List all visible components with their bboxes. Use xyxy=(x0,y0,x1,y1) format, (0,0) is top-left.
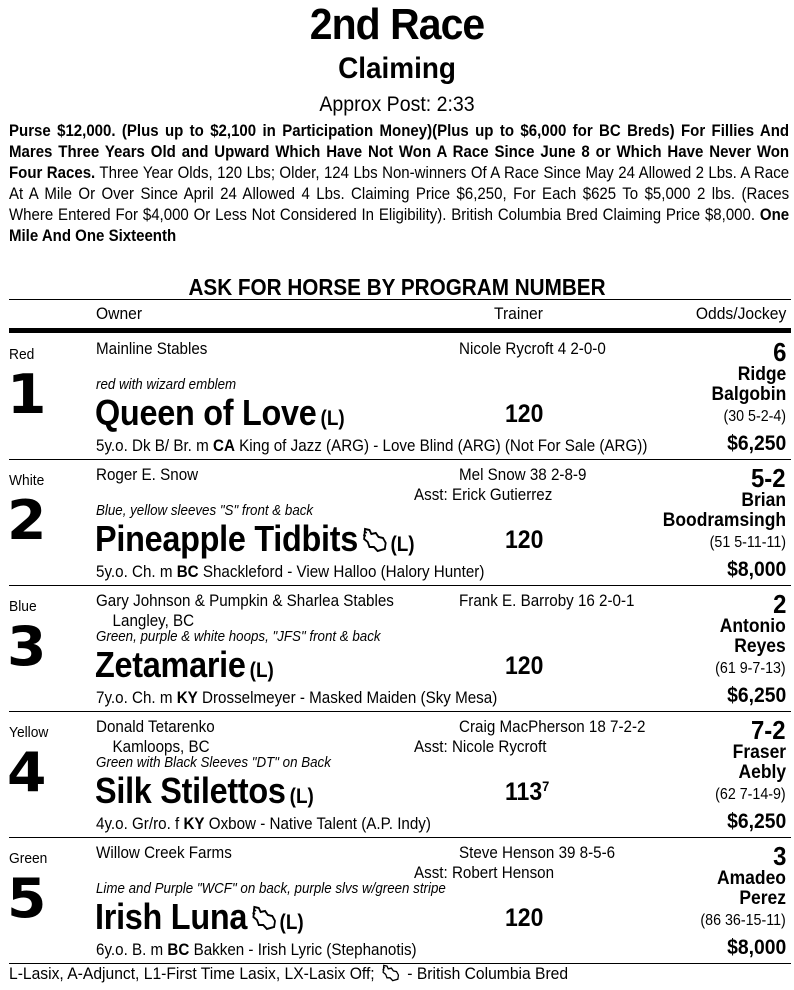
pedigree xyxy=(96,941,417,960)
weight-value: 120 xyxy=(505,526,544,554)
morning-line-odds: 7-2 xyxy=(751,715,786,745)
claiming-price: $8,000 xyxy=(726,936,786,959)
medication: (L) xyxy=(249,659,274,682)
legend-text-bc: - British Columbia Bred xyxy=(402,964,569,983)
pedigree-age-sex: 7y.o. Ch. m xyxy=(96,689,177,707)
assistant-trainer: Asst: Nicole Rycroft xyxy=(414,738,547,756)
claiming-price: $6,250 xyxy=(726,684,786,707)
medication: (L) xyxy=(279,911,304,934)
jockey-first-name: Fraser xyxy=(732,742,786,763)
horse-name: Zetamarie xyxy=(95,644,246,685)
horse-name: Queen of Love xyxy=(95,392,317,433)
trainer: Nicole Rycroft 4 2-0-0 xyxy=(459,340,606,358)
weight xyxy=(505,400,543,429)
jockey-last-name: Balgobin xyxy=(711,384,786,405)
saddle-color: Yellow xyxy=(9,724,49,741)
saddle-color: Blue xyxy=(9,598,37,615)
bc-bred-icon xyxy=(251,905,278,931)
race-number-title: 2nd Race xyxy=(309,0,485,49)
jockey-last-name: Boodramsingh xyxy=(662,510,786,531)
column-header-owner: Owner xyxy=(96,304,143,323)
jockey-last-name: Perez xyxy=(739,888,786,909)
pedigree-state: KY xyxy=(183,815,205,833)
owner-name: Roger E. Snow xyxy=(96,466,199,484)
conditions-text: Three Year Olds, 120 Lbs; Older, 124 Lbs Non-winners Of A Race Since May 24 Allowed 2 Lbs. A Race At A Mile Or Over Since April 24 Allowed 4 Lbs. Claiming Price $6,250, For Each $625 To $5,000 2 lbs. (Races Where Entered For $4,000 Or Less Not Considered In Eligibility). British Columbia Bred Claiming Price $8,000. xyxy=(9,163,790,224)
jockey-stats: (51 5-11-11) xyxy=(709,534,786,551)
conditions-bold: Purse $12,000. (Plus up to $2,100 in Participation Money)(Plus up to $6,000 for BC Breds) For Fillies And Mares Three Years Old and Upward Which Have Not Won A Race Since June 8 or Which Have Never Won Four Races. xyxy=(9,121,790,182)
morning-line-odds: 6 xyxy=(772,337,786,367)
horse-name-line xyxy=(95,897,304,937)
owner xyxy=(96,717,215,757)
silks-description: Green with Black Sleeves "DT" on Back xyxy=(96,755,331,771)
owner xyxy=(96,591,394,631)
race-type: Claiming xyxy=(338,52,456,85)
assistant-trainer: Asst: Erick Gutierrez xyxy=(414,486,553,504)
claiming-price: $8,000 xyxy=(726,558,786,581)
silks-description: red with wizard emblem xyxy=(96,377,237,393)
silks-description: Lime and Purple "WCF" on back, purple slvs w/green stripe xyxy=(96,881,446,897)
owner-name: Donald Tetarenko xyxy=(96,718,215,736)
horse-name-line xyxy=(95,771,314,811)
owner xyxy=(96,843,232,863)
jockey xyxy=(717,869,786,909)
pedigree-age-sex: 5y.o. Dk B/ Br. m xyxy=(96,437,213,455)
entry-row xyxy=(0,711,794,837)
pedigree-age-sex: 4y.o. Gr/ro. f xyxy=(96,815,184,833)
entry-row xyxy=(0,585,794,711)
saddle-color: Green xyxy=(9,850,48,867)
horse-name-line xyxy=(95,645,274,685)
jockey-stats: (61 9-7-13) xyxy=(715,660,786,677)
jockey-last-name: Reyes xyxy=(734,636,786,657)
pedigree-age-sex: 6y.o. B. m xyxy=(96,941,168,959)
weight-value: 120 xyxy=(505,652,544,680)
weight xyxy=(505,652,543,681)
program-number: 2 xyxy=(7,489,47,552)
owner-name: Gary Johnson & Pumpkin & Sharlea Stables xyxy=(96,592,394,610)
assistant-trainer: Asst: Robert Henson xyxy=(414,864,555,882)
pedigree xyxy=(96,563,484,582)
pedigree xyxy=(96,689,497,708)
horse-name: Pineapple Tidbits xyxy=(95,518,359,559)
pedigree-age-sex: 5y.o. Ch. m xyxy=(96,563,177,581)
trainer: Steve Henson 39 8-5-6 xyxy=(459,844,616,862)
divider xyxy=(9,299,791,300)
program-number: 5 xyxy=(7,867,47,930)
saddle-color: White xyxy=(9,472,45,489)
medication: (L) xyxy=(320,407,345,430)
silks-description: Blue, yellow sleeves "S" front & back xyxy=(96,503,314,519)
claiming-price: $6,250 xyxy=(726,810,786,833)
horse-name: Silk Stilettos xyxy=(95,770,286,811)
pedigree-breeding: Drosselmeyer - Masked Maiden (Sky Mesa) xyxy=(197,689,498,707)
jockey-stats: (62 7-14-9) xyxy=(715,786,786,803)
owner-name: Mainline Stables xyxy=(96,340,208,358)
pedigree-breeding: Shackleford - View Halloo (Halory Hunter) xyxy=(198,563,485,581)
pedigree-state: BC xyxy=(167,941,190,959)
morning-line-odds: 3 xyxy=(772,841,786,871)
jockey-first-name: Amadeo xyxy=(717,868,786,889)
morning-line-odds: 2 xyxy=(772,589,786,619)
bc-bred-icon xyxy=(381,964,401,982)
pedigree-state: CA xyxy=(212,437,235,455)
apprentice-allowance: 7 xyxy=(542,778,550,794)
owner-name: Willow Creek Farms xyxy=(96,844,232,862)
silks-description: Green, purple & white hoops, "JFS" front & back xyxy=(96,629,381,645)
pedigree xyxy=(96,437,647,456)
entry-row xyxy=(0,333,794,459)
pedigree-breeding: Oxbow - Native Talent (A.P. Indy) xyxy=(204,815,431,833)
jockey-first-name: Ridge xyxy=(737,364,786,385)
weight-value: 120 xyxy=(505,400,544,428)
jockey xyxy=(720,617,786,657)
weight xyxy=(505,778,549,807)
jockey-last-name: Aebly xyxy=(738,762,786,783)
weight xyxy=(505,526,543,555)
horse-name-line xyxy=(95,393,345,433)
race-distance: One Mile And One Sixteenth xyxy=(9,205,790,245)
jockey-stats: (86 36-15-11) xyxy=(700,912,786,929)
bc-bred-icon xyxy=(362,527,389,553)
pedigree-state: KY xyxy=(176,689,198,707)
pedigree xyxy=(96,815,431,834)
weight xyxy=(505,904,543,933)
program-number: 4 xyxy=(7,741,47,804)
horse-name: Irish Luna xyxy=(95,896,248,937)
legend xyxy=(9,964,568,984)
program-number: 1 xyxy=(7,363,47,426)
morning-line-odds: 5-2 xyxy=(751,463,786,493)
jockey-first-name: Antonio xyxy=(719,616,786,637)
trainer: Frank E. Barroby 16 2-0-1 xyxy=(459,592,635,610)
pedigree-breeding: King of Jazz (ARG) - Love Blind (ARG) (Not For Sale (ARG)) xyxy=(234,437,648,455)
jockey xyxy=(663,491,786,531)
weight-value: 120 xyxy=(505,904,544,932)
trainer: Craig MacPherson 18 7-2-2 xyxy=(459,718,646,736)
jockey xyxy=(733,743,786,783)
column-header-odds-jockey: Odds/Jockey xyxy=(695,304,786,323)
medication: (L) xyxy=(289,785,314,808)
pedigree-state: BC xyxy=(176,563,199,581)
trainer: Mel Snow 38 2-8-9 xyxy=(459,466,587,484)
program-number: 3 xyxy=(7,615,47,678)
column-header-trainer: Trainer xyxy=(494,304,543,323)
owner-location: Kamloops, BC xyxy=(112,738,210,756)
post-time: Approx Post: 2:33 xyxy=(319,93,475,116)
jockey-first-name: Brian xyxy=(741,490,786,511)
horse-name-line xyxy=(95,519,415,559)
entry-row xyxy=(0,837,794,963)
owner xyxy=(96,339,207,359)
claiming-price: $6,250 xyxy=(726,432,786,455)
owner-location: Langley, BC xyxy=(112,612,195,630)
medication: (L) xyxy=(390,533,415,556)
jockey xyxy=(711,365,786,405)
ask-banner: ASK FOR HORSE BY PROGRAM NUMBER xyxy=(188,274,606,300)
owner xyxy=(96,465,198,485)
legend-text: L-Lasix, A-Adjunct, L1-First Time Lasix, LX-Lasix Off; xyxy=(9,964,375,983)
jockey-stats: (30 5-2-4) xyxy=(723,408,786,425)
race-conditions xyxy=(9,120,789,246)
weight-value: 113 xyxy=(505,778,543,806)
entry-row xyxy=(0,459,794,585)
pedigree-breeding: Bakken - Irish Lyric (Stephanotis) xyxy=(189,941,417,959)
saddle-color: Red xyxy=(9,346,35,363)
